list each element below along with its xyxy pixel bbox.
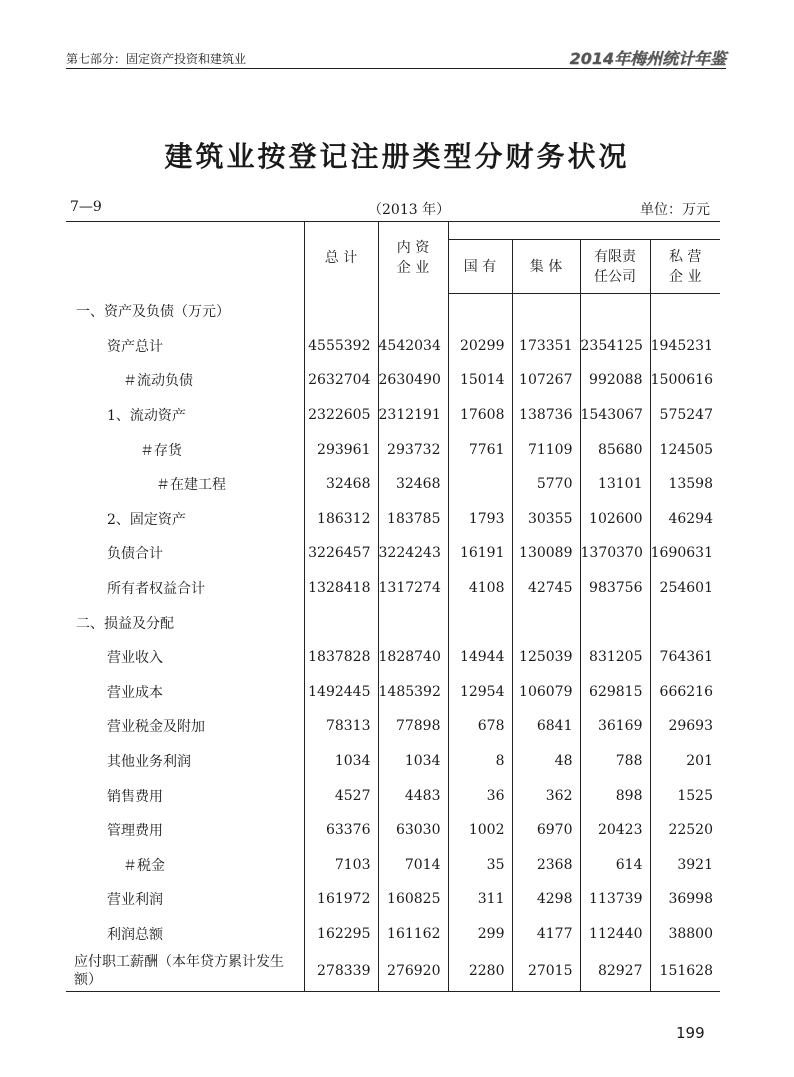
table-cell: 48 xyxy=(512,744,580,779)
table-row xyxy=(66,329,720,364)
table-cell: 1945231 xyxy=(650,329,720,364)
col-header-domestic: 内 资 企 业 xyxy=(378,222,448,294)
page-number: 199 xyxy=(676,1024,705,1042)
table-row xyxy=(66,882,720,917)
row-label: 管理费用 xyxy=(107,823,163,840)
table-cell: 1828740 xyxy=(378,640,448,675)
row-label: 营业收入 xyxy=(107,650,163,667)
table-cell: 38800 xyxy=(650,917,720,952)
table-cell: 6841 xyxy=(512,709,580,744)
table-cell: 138736 xyxy=(512,398,580,433)
table-cell: 299 xyxy=(448,917,512,952)
row-label: ＃税金 xyxy=(123,857,165,874)
table-cell: 1837828 xyxy=(304,640,378,675)
table-cell: 13101 xyxy=(580,467,650,502)
table-cell: 2280 xyxy=(448,951,512,992)
table-cell: 6970 xyxy=(512,813,580,848)
row-label: 其他业务利润 xyxy=(107,754,191,771)
table-cell: 1328418 xyxy=(304,571,378,606)
table-cell: 2368 xyxy=(512,848,580,883)
table-cell: 162295 xyxy=(304,917,378,952)
table-cell: 102600 xyxy=(580,502,650,537)
financial-table xyxy=(66,221,720,992)
table-cell: 161162 xyxy=(378,917,448,952)
table-row xyxy=(66,675,720,710)
table-row xyxy=(66,536,720,571)
table-cell: 2630490 xyxy=(378,363,448,398)
table-cell: 85680 xyxy=(580,432,650,467)
table-cell: 1317274 xyxy=(378,571,448,606)
table-cell: 30355 xyxy=(512,502,580,537)
table-cell: 831205 xyxy=(580,640,650,675)
table-cell xyxy=(512,294,580,329)
table-cell: 27015 xyxy=(512,951,580,992)
table-cell: 983756 xyxy=(580,571,650,606)
table-cell xyxy=(304,294,378,329)
table-cell: 764361 xyxy=(650,640,720,675)
table-cell: 151628 xyxy=(650,951,720,992)
table-cell: 7103 xyxy=(304,848,378,883)
table-cell: 311 xyxy=(448,882,512,917)
table-cell: 2312191 xyxy=(378,398,448,433)
table-row xyxy=(66,917,720,952)
table-cell: 130089 xyxy=(512,536,580,571)
table-cell: 71109 xyxy=(512,432,580,467)
stub-header xyxy=(66,222,304,294)
table-cell: 113739 xyxy=(580,882,650,917)
table-cell: 992088 xyxy=(580,363,650,398)
running-header xyxy=(66,46,726,69)
table-cell: 124505 xyxy=(650,432,720,467)
row-label: 销售费用 xyxy=(107,788,163,805)
table-cell xyxy=(448,605,512,640)
table-cell: 78313 xyxy=(304,709,378,744)
table-row xyxy=(66,605,720,640)
table-cell: 2322605 xyxy=(304,398,378,433)
table-cell: 29693 xyxy=(650,709,720,744)
table-cell: 160825 xyxy=(378,882,448,917)
row-label: 负债合计 xyxy=(107,546,163,563)
table-cell xyxy=(650,294,720,329)
row-label: ＃在建工程 xyxy=(156,477,226,494)
table-cell: 20423 xyxy=(580,813,650,848)
row-label: 所有者权益合计 xyxy=(107,581,205,598)
col-header-private: 私 营 企 业 xyxy=(650,240,720,294)
page-title: 建筑业按登记注册类型分财务状况 xyxy=(164,140,630,173)
table-cell: 12954 xyxy=(448,675,512,710)
table-cell: 1034 xyxy=(378,744,448,779)
table-cell: 201 xyxy=(650,744,720,779)
table-row xyxy=(66,467,720,502)
table-row xyxy=(66,778,720,813)
table-cell: 293732 xyxy=(378,432,448,467)
row-label: 1、流动资产 xyxy=(107,408,186,425)
col-header-group-spacer xyxy=(448,222,720,240)
table-cell: 36169 xyxy=(580,709,650,744)
yearbook-title: 2014年梅州统计年鉴 xyxy=(569,49,726,68)
table-row xyxy=(66,640,720,675)
table-cell xyxy=(650,605,720,640)
table-cell: 32468 xyxy=(378,467,448,502)
table-cell: 678 xyxy=(448,709,512,744)
table-cell: 4483 xyxy=(378,778,448,813)
table-cell: 4527 xyxy=(304,778,378,813)
row-label: 利润总额 xyxy=(107,926,163,943)
table-cell: 1543067 xyxy=(580,398,650,433)
table-row xyxy=(66,951,720,992)
table-cell: 35 xyxy=(448,848,512,883)
row-label: ＃存货 xyxy=(140,442,182,459)
table-cell: 32468 xyxy=(304,467,378,502)
row-label: 2、固定资产 xyxy=(107,511,186,528)
table-cell: 1370370 xyxy=(580,536,650,571)
table-row xyxy=(66,848,720,883)
table-cell xyxy=(580,605,650,640)
col-header-total: 总 计 xyxy=(304,222,378,294)
table-cell: 3921 xyxy=(650,848,720,883)
table-cell: 2632704 xyxy=(304,363,378,398)
table-cell: 63376 xyxy=(304,813,378,848)
table-row xyxy=(66,744,720,779)
table-cell: 4555392 xyxy=(304,329,378,364)
row-label: 一、资产及负债（万元） xyxy=(76,304,230,321)
table-cell: 82927 xyxy=(580,951,650,992)
table-cell xyxy=(580,294,650,329)
section-title: 第七部分：固定资产投资和建筑业 xyxy=(66,52,247,66)
table-cell: 278339 xyxy=(304,951,378,992)
table-cell xyxy=(378,605,448,640)
col-header-llc: 有限责 任公司 xyxy=(580,240,650,294)
table-cell: 4298 xyxy=(512,882,580,917)
table-cell: 1034 xyxy=(304,744,378,779)
row-label: 二、损益及分配 xyxy=(76,615,174,632)
table-cell: 125039 xyxy=(512,640,580,675)
table-cell: 1525 xyxy=(650,778,720,813)
table-cell: 1793 xyxy=(448,502,512,537)
row-label: ＃流动负债 xyxy=(123,373,193,390)
table-cell: 7761 xyxy=(448,432,512,467)
table-cell: 36 xyxy=(448,778,512,813)
table-cell: 254601 xyxy=(650,571,720,606)
table-cell: 107267 xyxy=(512,363,580,398)
table-cell: 13598 xyxy=(650,467,720,502)
table-cell xyxy=(448,467,512,502)
table-row xyxy=(66,709,720,744)
table-cell: 4542034 xyxy=(378,329,448,364)
table-cell: 666216 xyxy=(650,675,720,710)
table-cell: 17608 xyxy=(448,398,512,433)
table-cell xyxy=(304,605,378,640)
table-cell: 575247 xyxy=(650,398,720,433)
year-note: （2013 年） xyxy=(368,202,451,218)
row-label: 营业成本 xyxy=(107,684,163,701)
row-label: 营业税金及附加 xyxy=(107,719,205,736)
table-cell: 63030 xyxy=(378,813,448,848)
table-row xyxy=(66,363,720,398)
table-cell: 4108 xyxy=(448,571,512,606)
table-row xyxy=(66,813,720,848)
table-cell: 898 xyxy=(580,778,650,813)
table-cell: 276920 xyxy=(378,951,448,992)
table-cell: 7014 xyxy=(378,848,448,883)
table-row xyxy=(66,294,720,329)
col-header-collective: 集 体 xyxy=(512,240,580,294)
unit-label: 单位：万元 xyxy=(640,202,710,218)
table-cell xyxy=(448,294,512,329)
table-cell: 16191 xyxy=(448,536,512,571)
table-cell: 15014 xyxy=(448,363,512,398)
table-cell: 14944 xyxy=(448,640,512,675)
table-row xyxy=(66,571,720,606)
table-cell: 22520 xyxy=(650,813,720,848)
table-meta xyxy=(70,199,710,219)
table-cell: 293961 xyxy=(304,432,378,467)
table-cell: 42745 xyxy=(512,571,580,606)
table-cell: 20299 xyxy=(448,329,512,364)
table-cell: 46294 xyxy=(650,502,720,537)
table-cell: 1492445 xyxy=(304,675,378,710)
table-row xyxy=(66,502,720,537)
row-label: 资产总计 xyxy=(107,338,163,355)
table-cell: 186312 xyxy=(304,502,378,537)
table-cell: 183785 xyxy=(378,502,448,537)
table-row xyxy=(66,398,720,433)
table-cell: 362 xyxy=(512,778,580,813)
table-body xyxy=(66,294,720,992)
table-cell: 629815 xyxy=(580,675,650,710)
table-cell: 1485392 xyxy=(378,675,448,710)
table-cell: 36998 xyxy=(650,882,720,917)
table-cell: 106079 xyxy=(512,675,580,710)
table-cell: 112440 xyxy=(580,917,650,952)
table-cell: 4177 xyxy=(512,917,580,952)
table-code: 7—9 xyxy=(70,199,102,215)
table-cell: 1002 xyxy=(448,813,512,848)
table-cell: 8 xyxy=(448,744,512,779)
table-cell: 3226457 xyxy=(304,536,378,571)
table-cell xyxy=(512,605,580,640)
col-header-state: 国 有 xyxy=(448,240,512,294)
table-cell: 614 xyxy=(580,848,650,883)
row-label: 营业利润 xyxy=(107,892,163,909)
table-cell: 2354125 xyxy=(580,329,650,364)
table-cell: 77898 xyxy=(378,709,448,744)
table-cell: 161972 xyxy=(304,882,378,917)
row-label: 应付职工薪酬（本年贷方累计发生额） xyxy=(66,951,304,992)
table-cell xyxy=(378,294,448,329)
table-cell: 3224243 xyxy=(378,536,448,571)
table-cell: 1500616 xyxy=(650,363,720,398)
table-row xyxy=(66,432,720,467)
table-cell: 5770 xyxy=(512,467,580,502)
table-cell: 788 xyxy=(580,744,650,779)
table-cell: 173351 xyxy=(512,329,580,364)
table-cell: 1690631 xyxy=(650,536,720,571)
